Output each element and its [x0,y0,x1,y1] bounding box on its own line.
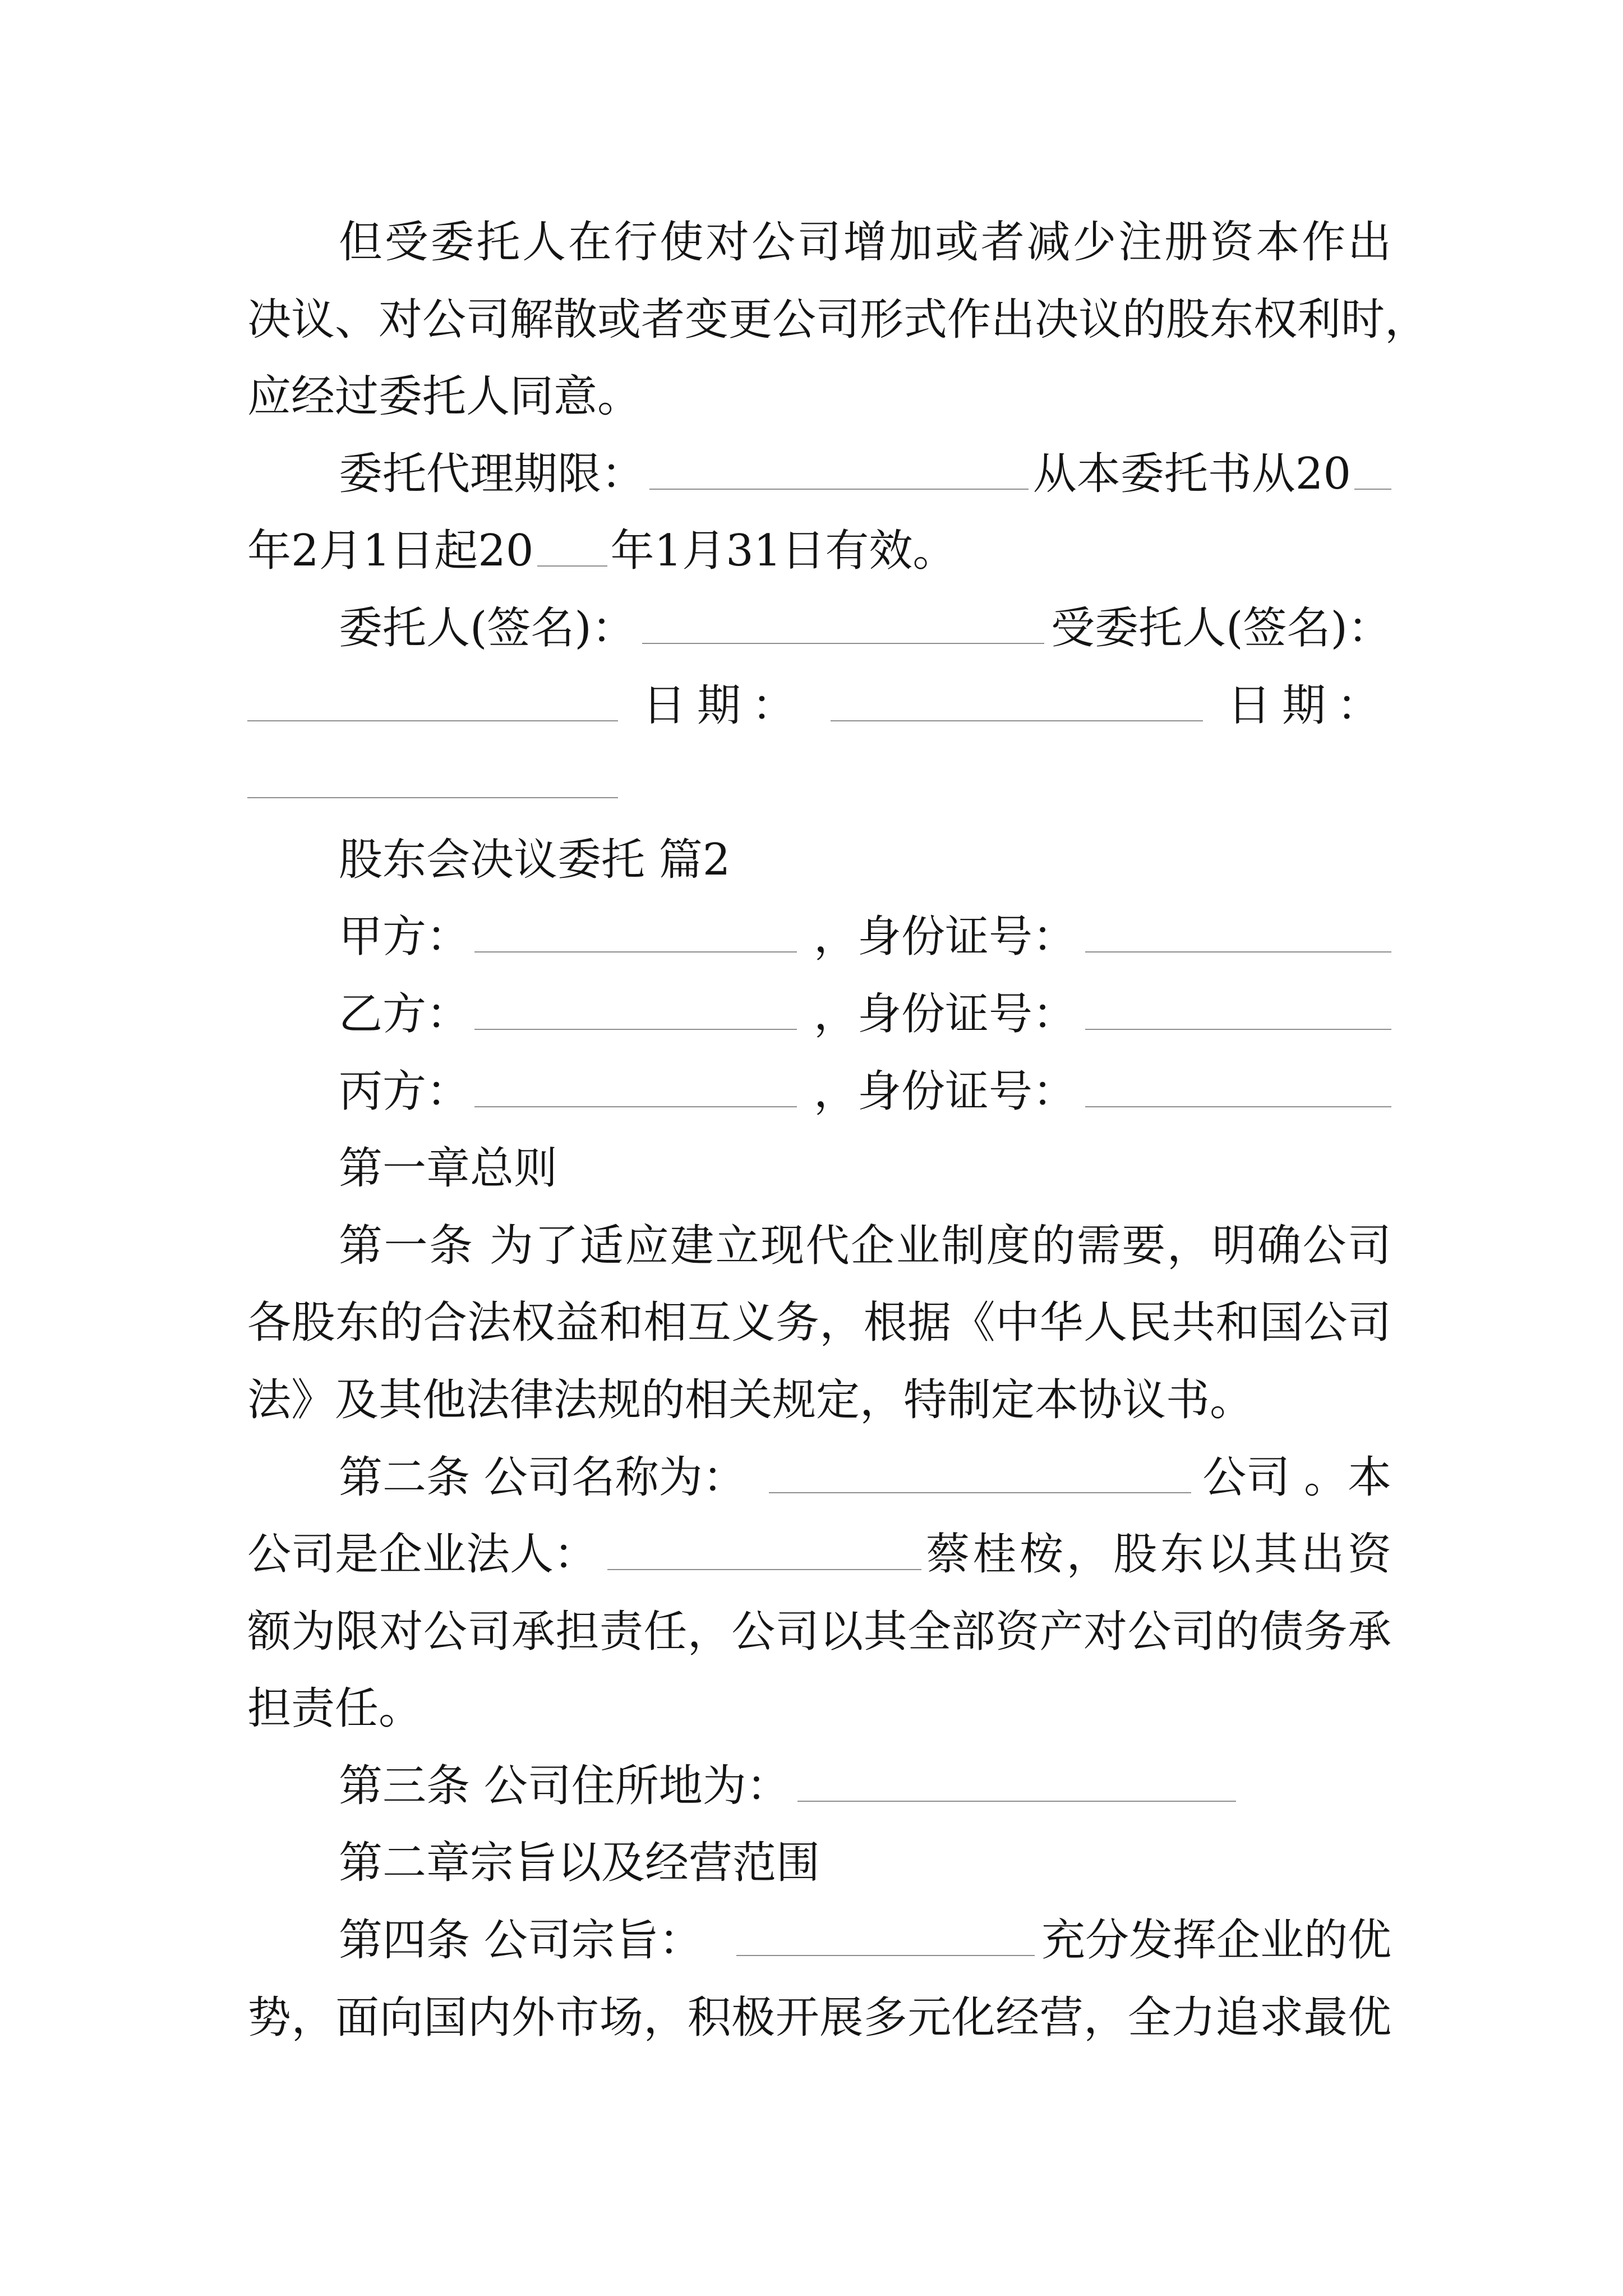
chapter-title: 第一章总则 [339,1143,558,1194]
company-name-label: 第二条 公司名称为： [339,1452,746,1503]
chapter-title: 第二章宗旨以及经营范围 [339,1838,820,1889]
article-line [247,1516,1391,1594]
agent-signature-label: 受委托人(签名)： [1051,602,1391,654]
party-label: 丙方： [339,1066,471,1117]
date-line [247,668,1391,745]
term-text: 从本委托书从20 [1032,448,1351,499]
blank-field [769,1439,1191,1493]
company-name-suffix: 公司 。本 [1202,1452,1391,1503]
term-label: 委托代理期限： [339,448,645,499]
paragraph-line: 应经过委托人同意。 [247,371,642,422]
section-title: 股东会决议委托 篇2 [339,834,731,885]
blank-field [247,668,618,721]
legal-person-text: 蔡桂桉，股东以其出资 [926,1529,1391,1580]
purpose-label: 第四条 公司宗旨： [339,1915,703,1966]
blank-field [831,668,1203,721]
party-line [247,1053,1391,1131]
term-text: 年2月1日起20 [247,526,534,577]
legal-person-label: 公司是企业法人： [247,1529,598,1580]
blank-field [247,744,618,798]
id-number-label: ，身份证号： [814,1066,1077,1117]
blank-field [1354,436,1391,490]
blank-field [474,976,797,1030]
purpose-text: 充分发挥企业的优 [1041,1915,1391,1966]
paragraph-line: 势，面向国内外市场，积极开展多元化经营，全力追求最优 [247,1992,1391,2043]
date-line [247,744,1391,822]
paragraph-line: 额为限对公司承担责任，公司以其全部资产对公司的债务承 [247,1606,1391,1657]
blank-field [537,513,607,567]
address-label: 第三条 公司住所地为： [339,1760,790,1811]
paragraph-line: 但受委托人在行使对公司增加或者减少注册资本作出 [339,217,1391,268]
article-line [247,1902,1391,1980]
document-body [247,204,1429,2056]
article-line [247,1439,1391,1517]
principal-signature-label: 委托人(签名)： [339,602,635,654]
blank-field [797,1748,1236,1802]
paragraph-line: 法》及其他法律法规的相关规定，特制定本协议书。 [247,1374,1254,1425]
blank-field [1085,1053,1391,1107]
blank-field [474,1053,797,1107]
blank-field [642,590,1044,644]
article-line [247,1748,1391,1825]
agent-date-label: 日期： [1227,680,1391,731]
party-label: 甲方： [339,912,471,963]
term-text: 年1月31日有效。 [610,526,957,577]
blank-field [649,436,1029,490]
principal-date-label: 日期： [642,680,806,731]
blank-field [474,899,797,953]
paragraph-line: 各股东的合法权益和相互义务，根据《中华人民共和国公司 [247,1297,1391,1349]
party-line [247,976,1391,1053]
blank-field [607,1516,921,1570]
party-line [247,899,1391,976]
party-label: 乙方： [339,988,471,1039]
term-line [247,513,1391,590]
paragraph-line: 决议、对公司解散或者变更公司形式作出决议的股东权利时， [247,294,1429,345]
signature-line [247,590,1391,668]
paragraph-line: 担责任。 [247,1683,423,1734]
paragraph-line: 第一条 为了适应建立现代企业制度的需要，明确公司 [339,1220,1391,1271]
blank-field [736,1902,1035,1956]
blank-field [1085,899,1391,953]
id-number-label: ，身份证号： [814,988,1077,1039]
term-line [247,436,1391,513]
id-number-label: ，身份证号： [814,912,1077,963]
blank-field [1085,976,1391,1030]
